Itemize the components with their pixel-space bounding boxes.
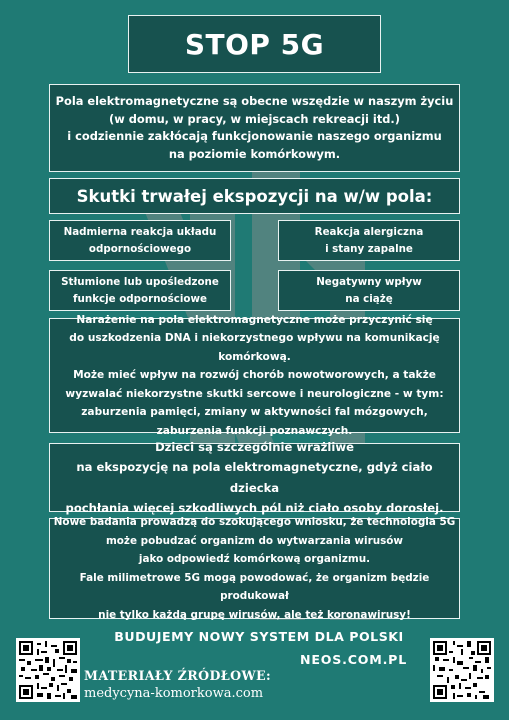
intro-line: (w domu, w pracy, w miejscach rekreacji itd.) [109,111,400,126]
dna-line: Narażenie na pola elektromagnetyczne może przyczynić się [76,313,433,326]
kids-line: na ekspozycję na pola elektromagnetyczne, gdyż ciało dziecka [76,460,433,495]
research-line: jako odpowiedź komórkową organizmu. [138,553,371,565]
page-title: STOP 5G [184,27,325,61]
effects-heading-box [49,178,460,214]
effect-card [49,270,231,311]
research-line: może pobudzać organizm do wytwarzania wirusów [105,534,404,547]
effect-card [278,220,460,261]
sources-website-link[interactable]: medycyna-komorkowa.com [84,686,264,701]
effect-line: odpornościowego [88,242,192,255]
effect-card [49,220,231,261]
kids-line: Dzieci są szczególnie wrażliwe [155,439,354,454]
research-line: Fale milimetrowe 5G mogą powodować, że organizm będzie produkował [79,571,430,602]
qr-code-icon [19,641,77,699]
effects-heading: Skutki trwałej ekspozycji na w/w pola: [76,186,433,206]
intro-line: i codziennie zakłócają funkcjonowanie naszego organizmu [67,129,442,143]
intro-line: Pola elektromagnetyczne są obecne wszędzie w naszym życiu [55,94,454,108]
qr-code-icon [433,641,491,699]
footer-website-link[interactable]: NEOS.COM.PL [300,652,408,667]
effect-line: Reakcja alergiczna [314,225,424,238]
dna-line: Może mieć wpływ na rozwój chorób nowotworowych, a także [73,369,436,382]
kids-info-box [49,439,460,515]
effect-line: Nadmierna reakcja układu [63,225,217,238]
intro-line: na poziomie komórkowym. [168,146,341,161]
effect-line: Negatywny wpływ [316,275,422,288]
intro-box [49,84,460,172]
research-line: Nowe badania prowadzą do szokującego wniosku, że technologia 5G [53,516,456,528]
research-line: nie tylko każdą grupę wirusów, ale też koronawirusy! [98,608,411,621]
effect-card [278,270,460,311]
title-box [128,15,381,73]
qr-code-left[interactable] [16,638,80,702]
effect-line: Stłumione lub upośledzone [61,275,219,288]
dna-line: wyzwalać niekorzystne skutki sercowe i neurologiczne - w tym: [65,387,444,400]
research-info-box [49,518,460,619]
dna-line: zaburzenia pamięci, zmiany w aktywności fal mózgowych, [81,406,428,419]
dna-line: zaburzenia funkcji poznawczych. [156,424,353,437]
sources-title: MATERIAŁY ŹRÓDŁOWE: [84,668,272,683]
dna-line: do uszkodzenia DNA i niekorzystnego wpływu na komunikację komórkową. [69,332,440,363]
footer-slogan: BUDUJEMY NOWY SYSTEM DLA POLSKI [114,629,404,644]
effect-line: funkcje odpornościowe [73,292,207,305]
kids-line: pochłania więcej szkodliwych pól niż ciało osoby dorosłej. [65,501,444,515]
dna-info-box [49,313,460,437]
qr-code-right[interactable] [430,638,494,702]
effect-line: na ciążę [345,292,393,305]
effect-line: i stany zapalne [325,242,413,255]
